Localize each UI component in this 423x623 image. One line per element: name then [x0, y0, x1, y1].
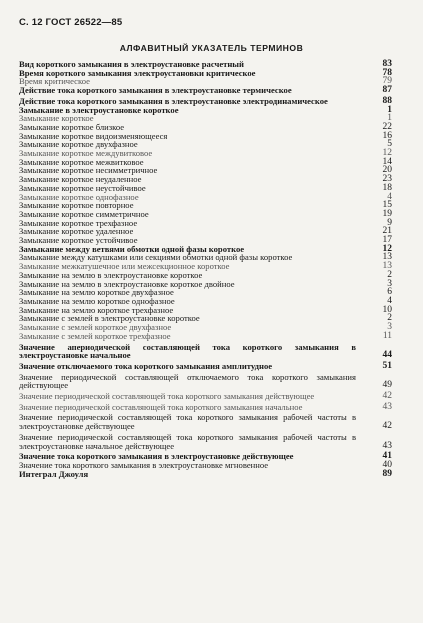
index-entry-term: Значение периодической составляющей тока короткого замыкания рабочей частоты в электроустановке действующее — [19, 412, 356, 432]
index-entry — [19, 86, 392, 95]
index-entry-term: Замыкание на землю короткое трехфазное — [19, 304, 174, 315]
index-entry-page-number: 12 — [382, 148, 392, 159]
index-entry-term: Замыкание короткое двухфазное — [19, 139, 138, 150]
index-entry — [19, 433, 392, 450]
index-entry-page-number: 3 — [387, 322, 392, 333]
index-entry-term: Замыкание короткое трехфазное — [19, 217, 138, 228]
index-entry-page-number: 41 — [382, 451, 392, 462]
index-entry-term: Замыкание короткое несимметричное — [19, 165, 158, 176]
index-entry — [19, 403, 392, 412]
index-entry — [19, 470, 392, 479]
index-entry-term: Замыкание в электроустановке короткое — [19, 104, 179, 115]
index-entry-page-number: 42 — [382, 391, 392, 402]
index-entry-page-number: 83 — [382, 59, 392, 69]
index-entry-page-number: 22 — [382, 121, 392, 132]
index-entry-term: Значение отключаемого тока короткого замыкания амплитудное — [19, 360, 273, 371]
index-entry-term: Замыкание между ветвями обмотки одной фазы короткое — [19, 243, 245, 254]
index-entry-page-number: 89 — [382, 468, 392, 479]
index-entry — [19, 362, 392, 371]
index-entry — [19, 343, 392, 360]
index-entry-page-number: 43 — [382, 401, 392, 412]
index-entry-term: Замыкание с землей короткое двухфазное — [19, 322, 172, 333]
index-entry-term: Замыкание короткое близкое — [19, 121, 125, 132]
index-entry-page-number: 11 — [382, 330, 392, 341]
index-entry-term: Замыкание на землю в электроустановке короткое двойное — [19, 278, 235, 289]
index-entry-page-number: 3 — [387, 278, 392, 289]
index-entry — [19, 413, 392, 430]
index-entry-page-number: 13 — [382, 252, 392, 263]
index-entry-term: Значение периодической составляющей тока короткого замыкания рабочей частоты в электроустановке начальное действующее — [19, 431, 356, 451]
index-entry-term: Замыкание короткое однофазное — [19, 191, 139, 202]
index-entry-page-number: 79 — [382, 76, 392, 87]
index-entry-term: Действие тока короткого замыкания в электроустановке термическое — [19, 85, 292, 96]
index-entry-page-number: 2 — [387, 313, 392, 324]
index-entry-term: Замыкание на землю короткое однофазное — [19, 295, 175, 306]
index-entry-term: Замыкание короткое удаленное — [19, 226, 134, 237]
index-entry — [19, 373, 392, 390]
index-entry-term: Замыкание короткое — [19, 113, 94, 124]
index-entry-page-number: 10 — [382, 304, 392, 315]
index-entry-page-number: 18 — [382, 182, 392, 193]
index-entry-term: Замыкание короткое междувитковое — [19, 148, 153, 159]
index-entry-page-number: 1 — [387, 113, 392, 124]
index-entry-page-number: 23 — [382, 174, 392, 185]
index-entry-page-number: 17 — [382, 235, 392, 246]
index-entry-page-number: 14 — [382, 156, 392, 167]
index-entry-page-number: 6 — [387, 287, 392, 298]
index-entry-term: Значение периодической составляющей тока короткого замыкания начальное — [19, 401, 303, 412]
index-entry-page-number: 12 — [382, 243, 392, 254]
index-entry-term: Замыкание короткое межвитковое — [19, 156, 144, 167]
index-entry-page-number: 15 — [382, 200, 392, 211]
index-entry-term: Замыкание между катушками или секциями обмотки одной фазы короткое — [19, 252, 293, 263]
index-entry-term: Значение тока короткого замыкания в электроустановке действующее — [19, 451, 294, 462]
index-entry-page-number: 21 — [382, 226, 392, 237]
index-entry-term: Замыкание на землю короткое двухфазное — [19, 287, 174, 298]
index-entry-page-number: 51 — [382, 360, 392, 371]
index-entry-page-number: 13 — [382, 261, 392, 272]
term-index-list — [19, 60, 392, 478]
index-entry-page-number: 88 — [382, 95, 392, 106]
index-entry-page-number: 87 — [382, 85, 392, 96]
index-entry-term: Значение апериодической составляющей тока короткого замыкания в электроустановке начальное — [19, 341, 356, 361]
index-entry — [19, 332, 392, 341]
index-entry-term: Значение тока короткого замыкания в электроустановке мгновенное — [19, 459, 269, 470]
index-entry-term: Время критическое — [19, 76, 90, 87]
index-entry-term: Замыкание короткое симметричное — [19, 208, 149, 219]
index-entry-page-number: 40 — [382, 459, 392, 470]
index-entry-term: Значение периодической составляющей тока короткого замыкания действующее — [19, 391, 315, 402]
index-entry-term: Действие тока короткого замыкания в электроустановке электродинамическое — [19, 95, 328, 106]
index-entry-term: Замыкание на землю в электроустановке короткое — [19, 269, 203, 280]
index-entry-term: Время короткого замыкания электроустановки критическое — [19, 67, 256, 78]
index-entry-page-number: 16 — [382, 130, 392, 141]
index-entry-term: Замыкание короткое неудаленное — [19, 174, 142, 185]
index-entry-term: Замыкание короткое неустойчивое — [19, 182, 146, 193]
index-entry-term: Замыкание с землей короткое трехфазное — [19, 330, 171, 341]
index-entry-term: Замыкание короткое устойчивое — [19, 235, 138, 246]
index-entry-page-number: 4 — [387, 295, 392, 306]
index-entry-page-number: 78 — [382, 67, 392, 78]
index-entry-term: Вид короткого замыкания в электроустановке расчетный — [19, 59, 244, 69]
index-entry-page-number: 1 — [387, 104, 392, 115]
index-entry-term: Интеграл Джоуля — [19, 468, 89, 479]
index-entry-page-number: 42 — [382, 421, 392, 432]
index-entry-page-number: 5 — [387, 139, 392, 150]
index-entry-term: Замыкание с землей в электроустановке короткое — [19, 313, 200, 324]
index-entry-page-number: 49 — [382, 380, 392, 391]
index-entry-term: Значение периодической составляющей отключаемого тока короткого замыкания действующее — [19, 371, 356, 391]
index-entry-page-number: 9 — [387, 217, 392, 228]
index-title: АЛФАВИТНЫЙ УКАЗАТЕЛЬ ТЕРМИНОВ — [119, 43, 304, 53]
index-entry-page-number: 2 — [387, 269, 392, 280]
index-entry-page-number: 19 — [382, 208, 392, 219]
index-entry — [19, 392, 392, 401]
index-entry-page-number: 4 — [387, 191, 392, 202]
index-entry-page-number: 43 — [382, 440, 392, 451]
index-entry-page-number: 20 — [382, 165, 392, 176]
page-header: С. 12 ГОСТ 26522—85 — [19, 17, 123, 28]
index-entry-term: Замыкание короткое видоизменяющееся — [19, 130, 168, 141]
index-entry-page-number: 44 — [382, 350, 392, 361]
index-entry-term: Замыкание короткое повторное — [19, 200, 134, 211]
index-entry-term: Замыкание межкатушечное или межсекционное короткое — [19, 261, 230, 272]
